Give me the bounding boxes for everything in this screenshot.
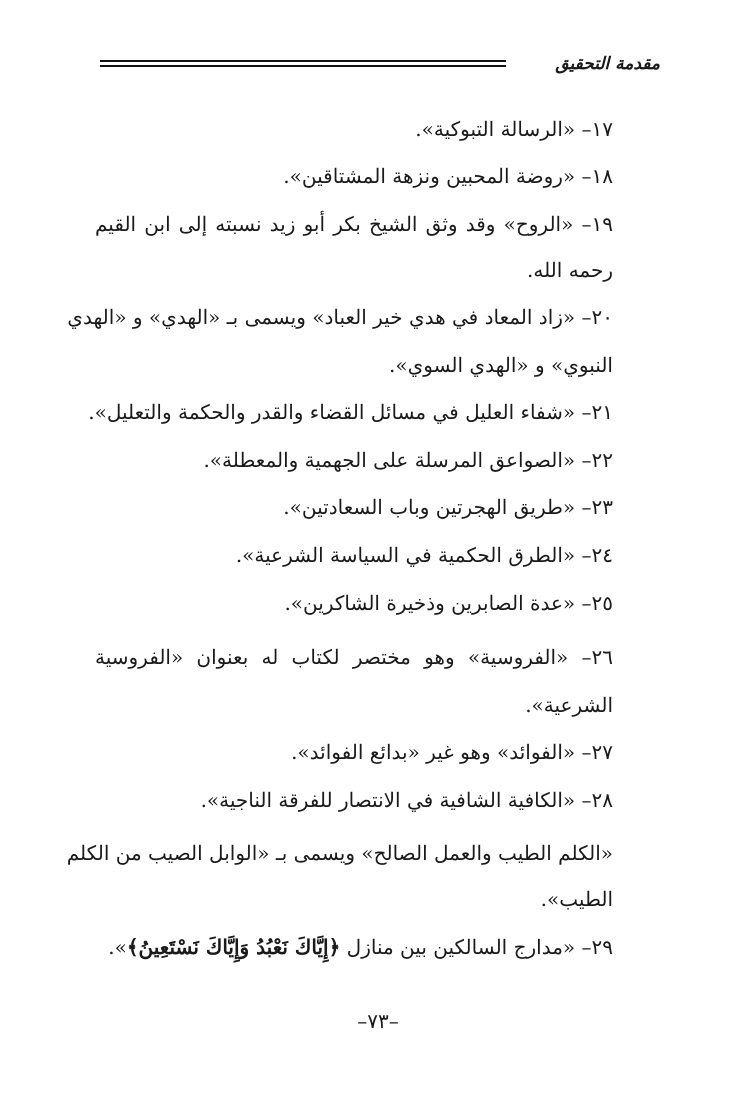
list-item-19-line1: ١٩– «الروح» وقد وثق الشيخ بكر أبو زيد نسبته إلى ابن القيم	[95, 212, 613, 236]
list-item-27: ٢٧– «الفوائد» وهو غير «بدائع الفوائد».	[291, 740, 613, 764]
list-item-29-close: ».	[108, 935, 127, 959]
list-item-23: ٢٣– «طريق الهجرتين وباب السعادتين».	[283, 495, 613, 519]
list-item-28-cont-line1: «الكلم الطيب والعمل الصالح» ويسمى بـ «الوابل الصيب من الكلم	[66, 841, 613, 865]
list-item-26-line1: ٢٦– «الفروسية» وهو مختصر لكتاب له بعنوان «الفروسية	[95, 645, 613, 669]
page-number: –٧٣–	[357, 1009, 399, 1033]
list-item-26-line2: الشرعية».	[525, 693, 613, 717]
list-item-28: ٢٨– «الكافية الشافية في الانتصار للفرقة الناجية».	[200, 788, 613, 812]
list-item-28-cont-line2: الطيب».	[540, 887, 613, 911]
list-item-20-line1: ٢٠– «زاد المعاد في هدي خير العباد» ويسمى بـ «الهدي» و «الهدي	[67, 305, 613, 329]
list-item-22: ٢٢– «الصواعق المرسلة على الجهمية والمعطلة».	[203, 448, 613, 472]
list-item-21: ٢١– «شفاء العليل في مسائل القضاء والقدر والحكمة والتعليل».	[88, 400, 613, 424]
quran-verse: ﴿إِيَّاكَ نَعْبُدُ وَإِيَّاكَ نَسْتَعِينُ﴾	[126, 935, 341, 959]
header-title: مقدمة التحقيق	[555, 54, 660, 74]
list-item-19-line2: رحمه الله.	[526, 258, 613, 282]
list-item-18: ١٨– «روضة المحبين ونزهة المشتاقين».	[283, 164, 613, 188]
list-item-25: ٢٥– «عدة الصابرين وذخيرة الشاكرين».	[284, 591, 613, 615]
list-item-17: ١٧– «الرسالة التبوكية».	[415, 117, 613, 141]
list-item-29	[108, 930, 613, 964]
list-item-20-line2: النبوي» و «الهدي السوي».	[388, 353, 613, 377]
list-item-29-text: ٢٩– «مدارج السالكين بين منازل	[340, 935, 613, 959]
list-item-24: ٢٤– «الطرق الحكمية في السياسة الشرعية».	[235, 543, 613, 567]
